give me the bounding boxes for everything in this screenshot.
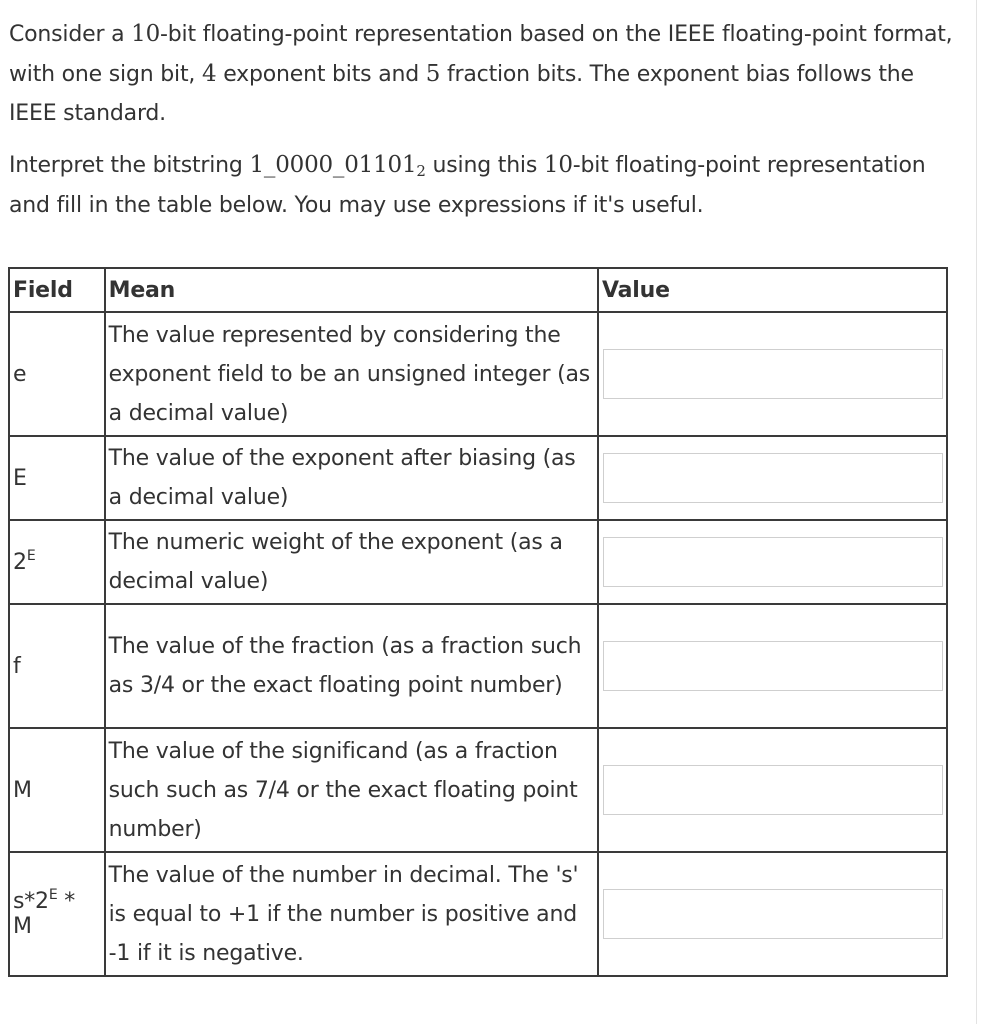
table-row-E — [9, 436, 947, 520]
answer-input-M[interactable] — [603, 765, 943, 815]
field-cell: $s*2^E$ * M — [9, 852, 105, 976]
math-bit-count: 10 — [543, 152, 573, 178]
answer-input-f[interactable] — [603, 641, 943, 691]
header-field: Field — [9, 268, 105, 312]
table-row-M — [9, 728, 947, 852]
value-cell — [598, 728, 947, 852]
answer-input-e[interactable] — [603, 349, 943, 399]
question-paragraph-format: Consider a 10-bit floating-point representation based on the IEEE floating-point format, with one sign bit, 4 exponent bits and 5 fraction bits. The exponent bias follows the IEEE standard. — [9, 21, 953, 126]
answer-input-value[interactable] — [603, 889, 943, 939]
question-paragraph-instructions: Interpret the bitstring $1\_0000\_01101_2$ using this 10-bit floating-point representation and fill in the table below. You may use expressions if it's useful. — [9, 152, 926, 218]
value-cell — [598, 520, 947, 604]
table-row-f — [9, 604, 947, 728]
mean-cell: The numeric weight of the exponent (as a decimal value) — [105, 520, 598, 604]
field-cell: $2^E$ — [9, 520, 105, 604]
mean-cell: The value represented by considering the exponent field to be an unsigned integer (as a decimal value) — [105, 312, 598, 436]
table-row-2-pow-E — [9, 520, 947, 604]
answer-input-2-pow-E[interactable] — [603, 537, 943, 587]
math-bit-count: 10 — [131, 21, 161, 47]
page-right-border — [976, 0, 977, 1024]
header-value: Value — [598, 268, 947, 312]
table-row-e — [9, 312, 947, 436]
header-mean: Mean — [105, 268, 598, 312]
answer-input-E[interactable] — [603, 453, 943, 503]
table-header-row — [9, 268, 947, 312]
field-cell: e — [9, 312, 105, 436]
field-cell: M — [9, 728, 105, 852]
field-cell: f — [9, 604, 105, 728]
field-cell: E — [9, 436, 105, 520]
value-cell — [598, 604, 947, 728]
value-cell — [598, 312, 947, 436]
value-cell — [598, 852, 947, 976]
math-bitstring: $1\_0000\_01101_2$ — [249, 152, 426, 180]
mean-cell: The value of the significand (as a fraction such such as 7/4 or the exact floating point number) — [105, 728, 598, 852]
mean-cell: The value of the fraction (as a fraction such as 3/4 or the exact floating point number) — [105, 604, 598, 728]
mean-cell: The value of the exponent after biasing (as a decimal value) — [105, 436, 598, 520]
mean-cell: The value of the number in decimal. The 's' is equal to +1 if the number is positive and -1 if it is negative. — [105, 852, 598, 976]
math-fraction-bits: 5 — [425, 60, 441, 87]
table-row-value — [9, 852, 947, 976]
value-cell — [598, 436, 947, 520]
math-exponent-bits: 4 — [201, 60, 217, 87]
bitstring-base: 2 — [416, 162, 426, 180]
answer-table — [8, 267, 948, 977]
